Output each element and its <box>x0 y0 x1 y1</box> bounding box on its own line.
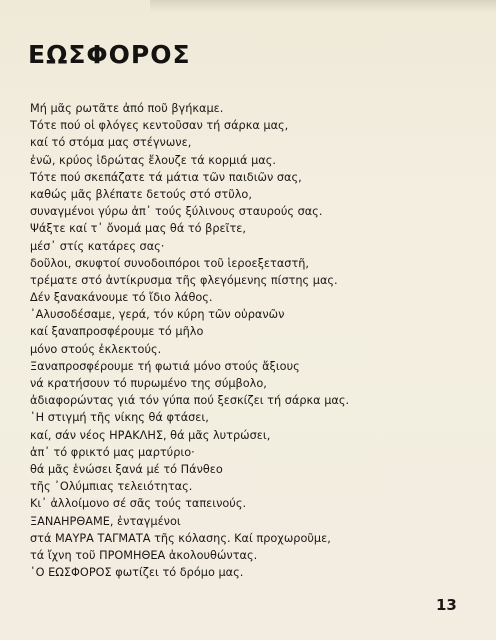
poem-line: τρέματε στό ἀντίκρυσμα τῆς φλεγόμενης πίστης μας. <box>30 273 338 287</box>
poem-line: συναγμένοι γύρω ἀπ᾽ τούς ξύλινους σταυρούς σας. <box>30 205 323 219</box>
poem-line: στά ΜΑΥΡΑ ΤΑΓΜΑΤΑ τῆς κόλασης. Καί προχωροῦμε, <box>30 531 331 545</box>
poem-line: ἐνῶ, κρύος ἱδρώτας ἔλουζε τά κορμιά μας. <box>30 153 276 167</box>
poem-line: ῾Η στιγμή τῆς νίκης θά φτάσει, <box>30 411 209 425</box>
poem-line: Τότε πού σκεπάζατε τά μάτια τῶν παιδιῶν σας, <box>30 170 302 184</box>
poem-line: καί, σάν νέος ΗΡΑΚΛΗΣ, θά μᾶς λυτρώσει, <box>30 428 271 442</box>
poem-line: ῾Ο ΕΩΣΦΟΡΟΣ φωτίζει τό δρόμο μας. <box>30 566 244 580</box>
poem-title: ΕΩΣΦΟΡΟΣ <box>28 40 191 69</box>
poem-line: ἀπ᾽ τό φρικτό μας μαρτύριο· <box>30 445 195 459</box>
poem-line: μέσ᾽ στίς κατάρες σας· <box>30 239 165 253</box>
poem-line: καί τό στόμα μας στέγνωνε, <box>30 136 192 150</box>
poem-line: ἀδιαφορώντας γιά τόν γύπα πού ξεσκίζει τή σάρκα μας. <box>30 394 350 408</box>
page-edge-shadow <box>150 0 496 12</box>
poem-line: μόνο στούς ἐκλεκτούς. <box>30 342 162 356</box>
poem-line: νά κρατήσουν τό πυρωμένο της σύμβολο, <box>30 377 267 390</box>
poem-line: Μή μᾶς ρωτᾶτε ἀπό ποῦ βγήκαμε. <box>30 102 224 115</box>
poem-line: ΞΑΝΑΗΡΘΑΜΕ, ἐνταγμένοι <box>30 514 181 528</box>
poem-line: Ξαναπροσφέρουμε τή φωτιά μόνο στούς ἄξιους <box>30 359 300 373</box>
poem-line: τῆς ᾿Ολύμπιας τελειότητας. <box>30 480 193 494</box>
poem-line: καθώς μᾶς βλέπατε δετούς στό στῦλο, <box>30 187 252 201</box>
poem-line: τά ἴχνη τοῦ ΠΡΟΜΗΘΕΑ ἀκολουθώντας. <box>30 548 258 562</box>
poem-line: θά μᾶς ἑνώσει ξανά μέ τό Πάνθεο <box>30 462 223 476</box>
poem-line: Ψάξτε καί τ᾽ ὄνομά μας θά τό βρεῖτε, <box>30 222 246 236</box>
poem-line: Δέν ξανακάνουμε τό ἴδιο λάθος. <box>30 291 213 305</box>
poem-line: ᾿Αλυσοδέσαμε, γερά, τόν κύρη τῶν οὐρανῶν <box>30 308 285 322</box>
poem-line: Τότε πού οἱ φλόγες κεντοῦσαν τή σάρκα μας, <box>30 119 289 133</box>
poem-body <box>30 100 480 581</box>
poem-line: Κι᾽ ἀλλοίμονο σέ σᾶς τούς ταπεινούς. <box>30 497 247 511</box>
page-number: 13 <box>436 596 457 614</box>
poem-line: δοῦλοι, σκυφτοί συνοδοιπόροι τοῦ ἱεροεξεταστῆ, <box>30 256 309 270</box>
poem-line: καί ξαναπροσφέρουμε τό μῆλο <box>30 325 204 339</box>
